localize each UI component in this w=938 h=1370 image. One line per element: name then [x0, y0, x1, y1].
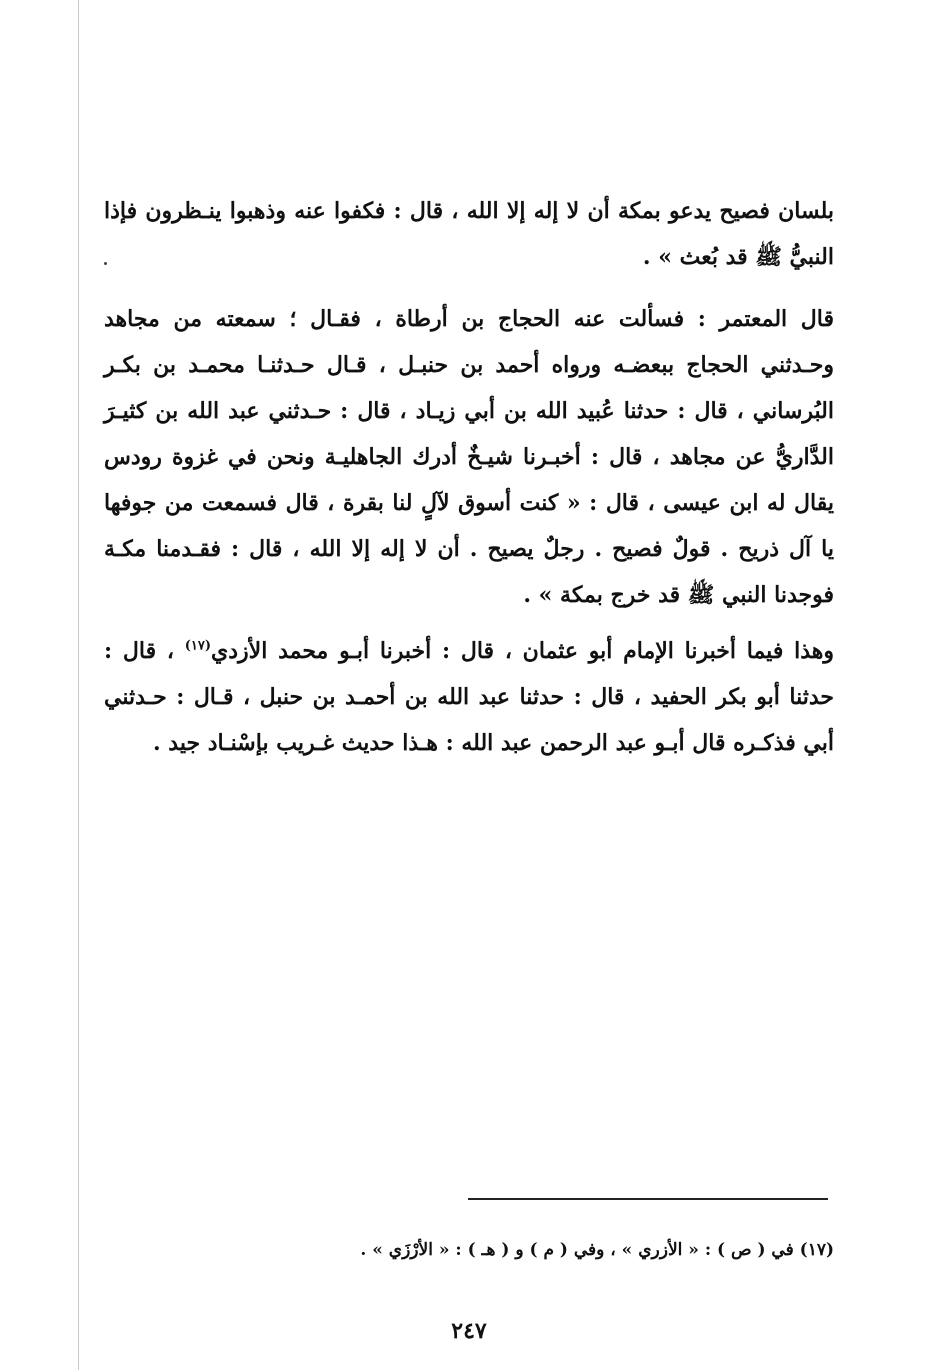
paragraph-3-text	[104, 628, 834, 766]
paragraph-3	[104, 628, 834, 766]
paragraph-3-text-after-note: ، قال : حدثنا أبو بكر الحفيد ، قال : حدثنا عبد الله بن أحمـد بن حنبل ، قـال : حـدثني أبي فذكـره قال أبـو عبد الرحمن عبد الله : هـذا حديث غـريب بإسْنـاد جيد .	[104, 638, 835, 756]
paragraph-2-text: قال المعتمر : فسألت عنه الحجاج بن أرطاة ، فقـال ؛ سمعته من مجاهد وحـدثني الحجاج ببعضـه ورواه أحمد بن حنبـل ، قـال حـدثنـا محمـد بن بكـر البُرساني ، قال : حدثنا عُبيد الله بن أبي زيـاد ، قال : حـدثني عبد الله بن كثيـرَ الدَّاريُّ عن مجاهد ، قال : أخبـرنا شيـخٌ أدرك الجاهليـة ونحن في غزوة رودس يقال له ابن عيسى ، قال : « كنت أسوق لآلٍ لنا بقرة ، قال فسمعت من جوفها يا آل ذريح . قولٌ فصيح . رجلٌ يصيح . أن لا إله إلا الله ، قال : فقـدمنا مكـة فوجدنا النبي ﷺ قد خرج بمكة » .	[104, 306, 834, 608]
footnote-reference: (١٧)	[184, 638, 211, 654]
paragraph-3-text-before-note: وهذا فيما أخبرنا الإمام أبو عثمان ، قال : أخبرنا أبـو محمد الأزدي	[211, 638, 834, 664]
footnote-divider	[468, 1198, 828, 1200]
paragraph-2	[104, 296, 834, 618]
page-number: ٢٤٧	[451, 1318, 487, 1344]
paragraph-1	[104, 188, 834, 280]
footnote: (١٧) في ( ص ) : « الأزري » ، وفي ( م ) و ( هـ ) : « الأرْزَي » .	[360, 1240, 834, 1260]
page-gutter-line	[78, 0, 79, 1370]
paragraph-1-text: بلسان فصيح يدعو بمكة أن لا إله إلا الله ، قال : فكفوا عنه وذهبوا ينـظرون فإذا النبيُّ ﷺ قد بُعث » .	[104, 198, 834, 270]
